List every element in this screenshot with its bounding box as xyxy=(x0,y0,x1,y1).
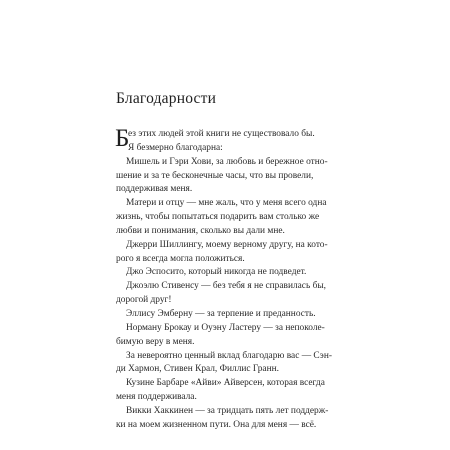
paragraph-line: ки на моем жизненном пути. Она для меня — всё. xyxy=(116,419,317,430)
paragraph-line: Матери и отцу — мне жаль, что у меня всего одна xyxy=(126,198,327,209)
paragraph-line: Норману Брокау и Оуэну Ластеру — за непоколе- xyxy=(126,322,325,333)
paragraph-line: Я безмерно благодарна: xyxy=(128,142,223,153)
paragraph-line: Викки Хаккинен — за тридцать пять лет поддерж- xyxy=(126,405,329,416)
paragraph-line: рого я всегда могла положиться. xyxy=(116,253,245,264)
drop-cap: Б xyxy=(115,125,130,152)
paragraph-line: любви и понимания, сколько вы дали мне. xyxy=(116,225,285,236)
paragraph-line: дорогой друг! xyxy=(116,295,172,306)
paragraph-line: Джоэлю Стивенсу — без тебя я не справилась бы, xyxy=(126,281,327,292)
paragraph-line: бимую веру в меня. xyxy=(116,336,195,347)
paragraph-line: Б ез этих людей этой книги не существовало бы. xyxy=(115,125,315,152)
paragraph-line: Джерри Шиллингу, моему верному другу, на кото- xyxy=(126,239,328,250)
paragraph-line: поддерживая меня. xyxy=(116,184,193,195)
chapter-title: Благодарности xyxy=(116,90,217,107)
paragraph-line: ди Хармон, Стивен Крал, Филлис Гранн. xyxy=(116,364,279,375)
paragraph-line: шение и за те бесконечные часы, что вы провели, xyxy=(116,170,314,181)
paragraph-line: За невероятно ценный вклад благодарю вас — Сэн- xyxy=(126,350,332,361)
paragraph-line: жизнь, чтобы попытаться подарить вам столько же xyxy=(116,212,320,223)
acknowledgements-text xyxy=(115,125,340,433)
paragraph-line: Джо Эспосито, который никогда не подведет. xyxy=(126,267,307,278)
paragraph-line: Эллису Эмберну — за терпение и преданность. xyxy=(126,308,316,319)
paragraph-line: Кузине Барбаре «Айви» Айверсен, которая всегда xyxy=(126,378,325,389)
paragraph-line: меня поддерживала. xyxy=(116,392,197,403)
paragraph-line: Мишель и Гэри Хови, за любовь и бережное отно- xyxy=(126,156,328,167)
